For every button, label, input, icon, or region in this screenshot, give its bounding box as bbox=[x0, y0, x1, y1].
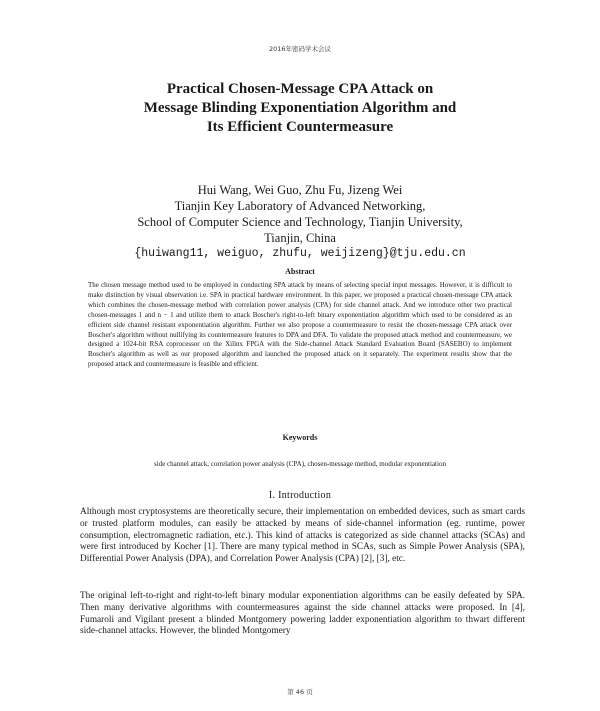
introduction-paragraph-2: The original left-to-right and right-to-left binary modular exponentiation algorithms can be easily defeated by SPA. Then many derivative algorithms with countermeasures against the side channel attacks were proposed. In [4], Fumaroli and Vigilant present a blinded Montgomery powering ladder exponentiation algorithm to thwart different side-channel attacks. However, the blinded Montgomery bbox=[80, 591, 525, 637]
page-number: 第 46 页 bbox=[287, 688, 313, 696]
introduction-heading: I. Introduction bbox=[268, 490, 332, 501]
abstract-text: The chosen message method used to be employed in conducting SPA attack by means of selecting special input messages. However, it is difficult to make distinction by visual observation i.e. SPA in practical hardware environment. In this paper, we proposed a practical chosen-message CPA attack which combines the chosen-message method with correlation power analysis (CPA) for side channel attack. And we introduce other two practical chosen-messages 1 and n − 1 and utilize them to attack Boscher's right-to-left binary exponentiation algorithm which used to be considered as an efficient side channel resistant exponentiation algorithm. Further we also propose a countermeasure to resist the chosen-message CPA attack over Boscher's algorithm without nullifying its countermeasure features to DPA and DFA. To validate the proposed attack method and countermeasure, we designed a 1024-bit RSA coprocessor on the Xilinx FPGA with the Side-channel Attack Standard Evaluation Board (SASEBO) to implement Boscher's algorithm as well as our proposed algorithm and launched the proposed attack on it separately. The experiment results show that the proposed attack and countermeasure is feasible and efficient. bbox=[88, 281, 512, 369]
introduction-paragraph-1: Although most cryptosystems are theoretically secure, their implementation on embedded devices, such as smart cards or trusted platform modules, can easily be attacked by means of side-channel information (eg. runtime, power consumption, electromagnetic radiation, etc.). This kind of attacks is categorized as side channel attacks (SCAs) and were first introduced by Kocher [1]. There are many typical method in SCAs, such as Simple Power Analysis (SPA), Differential Power Analysis (DPA), and Correlation Power Analysis (CPA) [2], [3], etc. bbox=[80, 507, 525, 565]
affiliation-lab: Tianjin Key Laboratory of Advanced Networking, bbox=[174, 199, 426, 213]
abstract-heading: Abstract bbox=[285, 267, 315, 276]
author-emails: {huiwang11, weiguo, zhufu, weijizeng}@tju.edu.cn bbox=[134, 247, 466, 260]
title-line-1: Practical Chosen-Message CPA Attack on bbox=[166, 81, 434, 97]
paper-title bbox=[60, 80, 540, 137]
keywords-heading: Keywords bbox=[282, 433, 318, 442]
affiliation-school: School of Computer Science and Technology, Tianjin University, bbox=[137, 215, 463, 229]
author-block bbox=[60, 182, 540, 262]
running-header: 2016年密码学术会议 bbox=[268, 45, 332, 53]
affiliation-city: Tianjin, China bbox=[264, 231, 336, 245]
keywords-text: side channel attack, correlation power analysis (CPA), chosen-message method, modular exponentiation bbox=[154, 460, 446, 468]
title-line-2: Message Blinding Exponentiation Algorithm and bbox=[143, 100, 457, 116]
title-line-3: Its Efficient Countermeasure bbox=[206, 119, 394, 135]
author-names: Hui Wang, Wei Guo, Zhu Fu, Jizeng Wei bbox=[197, 183, 403, 197]
